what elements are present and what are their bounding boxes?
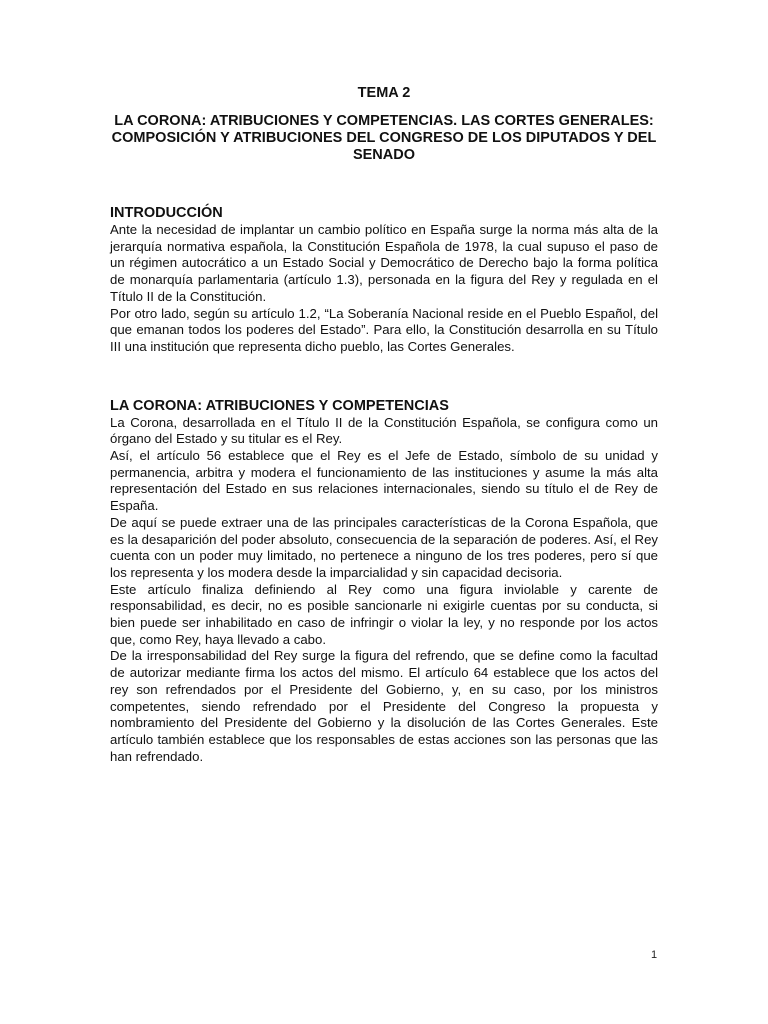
section-introduccion [110,205,658,356]
topic-number: TEMA 2 [357,85,411,101]
page-content [110,85,658,765]
section-la-corona [110,398,658,766]
paragraph: Ante la necesidad de implantar un cambio político en España surge la norma más alta de la jerarquía normativa española, la Constitución Española de 1978, la cual supuso el paso de un régimen autocrático a un Estado Social y Democrático de Derecho bajo la forma política de monarquía parlamentaria (artículo 1.3), personada en la figura del Rey y regulada en el Título II de la Constitución. [110,222,658,304]
paragraph: La Corona, desarrollada en el Título II de la Constitución Española, se configura como un órgano del Estado y su titular es el Rey. [110,414,658,447]
section-heading-introduccion: INTRODUCCIÓN [110,205,223,221]
paragraph: Así, el artículo 56 establece que el Rey es el Jefe de Estado, símbolo de su unidad y permanencia, arbitra y modera el funcionamiento de las instituciones y asume la más alta representación del Estado en sus relaciones internacionales, siendo su título el de Rey de España. [110,448,658,514]
paragraph: De la irresponsabilidad del Rey surge la figura del refrendo, que se define como la facultad de autorizar mediante firma los actos del mismo. El artículo 64 establece que los actos del rey son refrendados por el Presidente del Gobierno, y, en su caso, por los ministros competentes, siendo refrendado por el Presidente del Congreso la propuesta y nombramiento del Presidente del Gobierno y la disolución de las Cortes Generales. Este artículo también establece que los responsables de estas acciones son las personas que las han refrendado. [110,648,658,764]
page-number: 1 [651,949,658,961]
paragraph: De aquí se puede extraer una de las principales características de la Corona Española, que es la desaparición del poder absoluto, consecuencia de la separación de poderes. Así, el Rey cuenta con un poder muy limitado, no pertenece a ninguno de los tres poderes, pero sí que los representa y los modera desde la imparcialidad y sin capacidad decisoria. [110,514,658,580]
paragraph: Por otro lado, según su artículo 1.2, “La Soberanía Nacional reside en el Pueblo Español, del que emanan todos los poderes del Estado”. Para ello, la Constitución desarrolla en su Título III una institución que representa dicho pueblo, las Cortes Generales. [110,305,658,354]
document-title: LA CORONA: ATRIBUCIONES Y COMPETENCIAS. LAS CORTES GENERALES: COMPOSICIÓN Y ATRIBUCIONES DEL CONGRESO DE LOS DIPUTADOS Y DEL SENADO [111,113,657,163]
paragraph: Este artículo finaliza definiendo al Rey como una figura inviolable y carente de responsabilidad, es decir, no es posible sancionarle ni exigirle cuentas por su conducta, si bien puede ser inhabilitado en caso de infringir o violar la ley, y no responde por los actos que, como Rey, haya llevado a cabo. [110,581,658,647]
section-heading-la-corona: LA CORONA: ATRIBUCIONES Y COMPETENCIAS [110,397,449,414]
